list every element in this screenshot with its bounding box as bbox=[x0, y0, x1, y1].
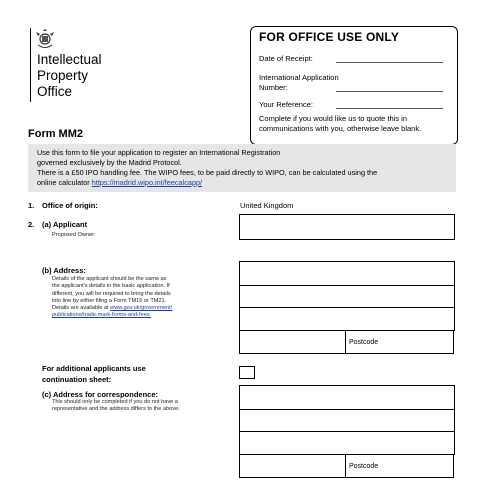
organization-name: Intellectual Property Office bbox=[37, 52, 102, 99]
reference-note-1: Complete if you would like us to quote this in bbox=[259, 114, 407, 123]
address-line-2-field[interactable] bbox=[239, 284, 455, 308]
reference-note-2: communications with you, otherwise leave blank. bbox=[259, 124, 422, 133]
correspondence-line-4-field[interactable] bbox=[239, 454, 346, 478]
proposed-owner-label: Proposed Owner: bbox=[52, 232, 96, 238]
your-reference-field[interactable] bbox=[336, 108, 443, 109]
intro-text: Use this form to file your application to register an International Registration governed exclusively by the Madrid Protocol. There is a £50 IPO handling fee. The WIPO fees, to be paid directly to WIPO, can be calculated using the online calculator https://madrid.wipo.int/feecalcapp/ bbox=[37, 148, 378, 187]
continuation-sheet-checkbox[interactable] bbox=[239, 366, 255, 379]
fee-calculator-link[interactable]: https://madrid.wipo.int/feecalcapp/ bbox=[91, 177, 203, 187]
royal-crest-icon bbox=[34, 28, 56, 50]
date-of-receipt-label: Date of Receipt: bbox=[259, 54, 313, 63]
intl-application-number-field bbox=[336, 91, 443, 92]
intl-application-label-1: International Application bbox=[259, 73, 339, 82]
address-label: (b) Address: bbox=[42, 266, 86, 275]
form-title: Form MM2 bbox=[28, 128, 83, 140]
address-line-4-field[interactable] bbox=[239, 330, 346, 354]
section-2-number: 2. bbox=[28, 220, 35, 229]
office-of-origin-label: Office of origin: bbox=[42, 201, 98, 210]
address-help: Details of the applicant should be the same as the applicant's details in the basic application. If different, you will be required to bring the details into line by either filing a Form TM16 or TM21. Details are available at www.gov.uk/government/ publications/trade-mark-forms-and-fees. bbox=[52, 276, 173, 319]
date-of-receipt-field bbox=[336, 62, 443, 63]
intl-application-label-2: Number: bbox=[259, 83, 288, 92]
applicant-label: (a) Applicant bbox=[42, 220, 88, 229]
logo-divider bbox=[30, 28, 31, 102]
correspondence-postcode-label: Postcode bbox=[349, 463, 379, 470]
address-line-1-field[interactable] bbox=[239, 261, 455, 286]
correspondence-line-2-field[interactable] bbox=[239, 408, 455, 432]
correspondence-line-3-field[interactable] bbox=[239, 431, 455, 455]
address-line-3-field[interactable] bbox=[239, 307, 455, 331]
office-of-origin-value: United Kingdom bbox=[240, 201, 294, 210]
forms-link[interactable]: www.gov.uk/government/ bbox=[110, 305, 173, 312]
postcode-label: Postcode bbox=[349, 339, 379, 346]
additional-applicants-label: For additional applicants use continuation sheet: bbox=[42, 364, 146, 384]
section-1-number: 1. bbox=[28, 201, 35, 210]
office-use-title: FOR OFFICE USE ONLY bbox=[259, 30, 400, 44]
applicant-name-field[interactable] bbox=[239, 214, 455, 240]
forms-link-continued[interactable]: publications/trade-mark-forms-and-fees. bbox=[52, 312, 152, 319]
correspondence-line-1-field[interactable] bbox=[239, 385, 455, 410]
your-reference-label: Your Reference: bbox=[259, 100, 313, 109]
correspondence-address-label: (c) Address for correspondence: bbox=[42, 390, 158, 399]
correspondence-help: This should only be completed if you do not have a representative and the address differs to the above. bbox=[52, 399, 180, 413]
